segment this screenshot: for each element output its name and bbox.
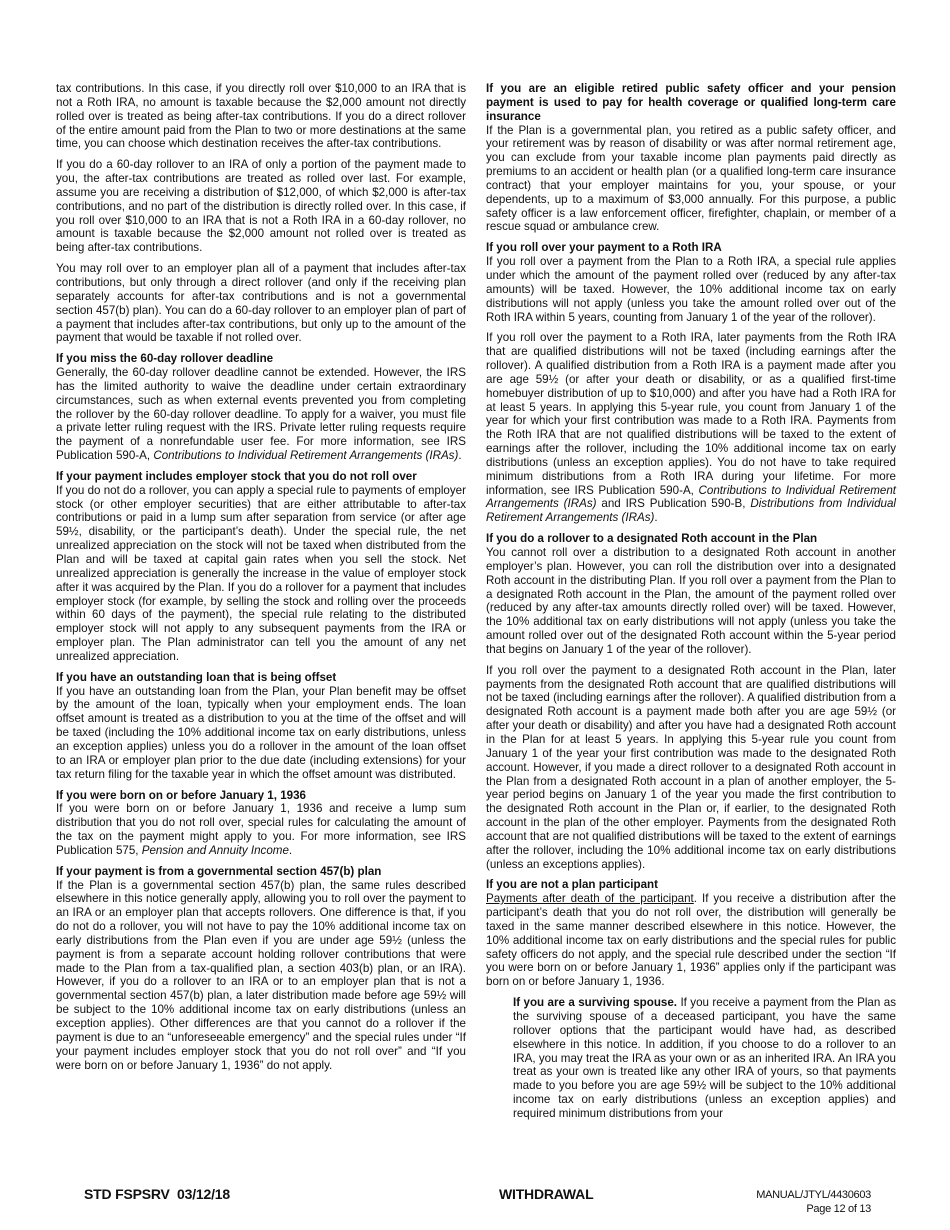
publication-title: Contributions to Individual Retirement Arrangements (IRAs) [486,483,896,511]
section-heading: If your payment includes employer stock that you do not roll over [56,469,417,483]
section-body: . If you receive a distribution after the participant’s death that you do not roll over, the distribution will generally be taxed in the same manner described elsewhere in this notice. However, the 10% additional income tax on early distributions and the special rules for public safety officers do not apply, and the special rule described under the section “If you were born on or before January 1, 1936” applies only if the participant was born on or before January 1, 1936. [486,892,897,989]
punctuation: . [288,843,293,857]
section-body: If the Plan is a governmental plan, you retired as a public safety officer, and your retirement was by reason of disability or was after normal retirement age, you can exclude from your taxable income plan payments paid directly as premiums to an accident or health plan (or a qualified long-term care insurance contract) that your employer maintains for you, your spouse, or your dependents, up to a maximum of $3,000 annually. For this purpose, a public safety officer is a law enforcement officer, firefighter, chaplain, or member of a rescue squad or ambulance crew. [486,123,896,234]
section-body: If you were born on or before January 1, 1936 and receive a lump sum distribution that you do not roll over, special rules for calculating the amount of the tax on the payment might apply to you. For more information, see IRS Publication 575, [56,802,466,857]
section-heading: If your payment is from a governmental section 457(b) plan [56,864,382,878]
section-loan-offset [56,671,466,782]
publication-title: Distributions from Individual Retirement Arrangements (IRAs) [486,497,896,525]
section-employer-stock [56,470,466,664]
section-body: You cannot roll over a distribution to a designated Roth account in another employer’s plan. However, you can roll the distribution over into a designated Roth account in the distributing Plan. If you roll over a payment from the Plan to a designated Roth account in the Plan, the amount of the payment rolled over (reduced by any after-tax amounts directly rolled over) will be taxed. However, the 10% additional tax on early distributions will not apply (unless you take the amount rolled over out of the designated Roth account within the 5-year period that begins on January 1 of the year of the rollover). [486,546,896,656]
right-column [486,82,896,1128]
paragraph: You may roll over to an employer plan all of a payment that includes after-tax contributions, but only through a direct rollover (and only if the receiving plan separately accounts for after-tax contributions and is not a governmental section 457(b) plan). You can do a 60-day rollover to an employer plan of part of a payment that includes after-tax contributions, but only up to the amount of the payment that would be taxable if not rolled over. [56,262,466,345]
left-column [56,82,466,1079]
section-heading: If you are not a plan participant [486,878,658,892]
section-body: and IRS Publication 590-B, [596,497,751,511]
section-heading: If you miss the 60-day rollover deadline [56,352,274,366]
section-not-plan-participant [486,878,896,989]
page-footer [0,1186,950,1226]
publication-title: Pension and Annuity Income [141,843,289,857]
section-body: If you have an outstanding loan from the Plan, your Plan benefit may be offset by the amount of the loan, typically when your employment ends. The loan offset amount is treated as a distribution to you at the time of the offset and will be taxed (including the 10% additional income tax on early distributions, unless an exception applies) unless you do a rollover in the amount of the loan offset to an IRA or employer plan prior to the due date (including extensions) for your tax return filing for the taxable year in which the offset amount was distributed. [56,684,466,781]
paragraph: If you roll over the payment to a designated Roth account in the Plan, later payments from the designated Roth account that are qualified distributions will not be taxed (including earnings after the rollover). A qualified distribution from a designated Roth account is a payment made both after you are age 59½ (or after your death or disability) and after you have had a designated Roth account in the Plan for at least 5 years. In applying this 5-year rule you count from January 1 of the year your first contribution was made to the designated Roth account. However, if you made a direct rollover to a designated Roth account in the Plan from a designated Roth account in a plan of another employer, the 5-year period begins on January 1 of the year you made the first contribution to the designated Roth account in the Plan or, if earlier, to the designated Roth account in the plan of the other employer. Payments from the designated Roth account that are not qualified distributions will be taxed to the extent of earnings after the rollover, including the 10% additional income tax on early distributions (unless an exceptions applies). [486,663,896,871]
section-body: If you roll over the payment to a Roth IRA, later payments from the Roth IRA that are qualified distributions will not be taxed (including earnings after the rollover). A qualified distribution from a Roth IRA is a payment made after you are age 59½ (or after your death or disability, or as a qualified first-time homebuyer distribution of up to $10,000) and after you have had a Roth IRA for at least 5 years. In applying this 5-year rule, you count from January 1 of the year for which your first contribution was made to a Roth IRA. Payments from the Roth IRA that are not qualified distributions will be taxed to the extent of earnings after the rollover, including the 10% additional income tax on early distributions (unless an exception applies). You do not have to take required minimum distributions from a Roth IRA during your lifetime. For more information, see IRS Publication 590-A, [486,331,896,497]
document-code: MANUAL/JTYL/4430603 [756,1189,871,1201]
section-body: Generally, the 60-day rollover deadline cannot be extended. However, the IRS has the limited authority to waive the deadline under certain extraordinary circumstances, such as when external events prevented you from completing the rollover by the 60-day rollover deadline. To apply for a waiver, you must file a private letter ruling request with the IRS. Private letter ruling requests require the payment of a nonrefundable user fee. For more information, see IRS Publication 590-A, [56,366,466,463]
section-body: If you do not do a rollover, you can apply a special rule to payments of employer stock (or other employer securities) that are either attributable to after-tax contributions or paid in a lump sum after separation from service (or after age 59½, disability, or the participant’s death). Under the special rule, the net unrealized appreciation on the stock will not be taxed when distributed from the Plan and will be taxed at capital gain rates when you sell the stock. Net unrealized appreciation is generally the increase in the value of employer stock after it was acquired by the Plan. If you do a rollover for a payment that includes employer stock (for example, by selling the stock and rolling over the proceeds within 60 days of the payment), the special rule relating to the distributed employer stock will not apply to any subsequent payments from the IRA or employer plan. The Plan administrator can tell you the amount of any net unrealized appreciation. [56,483,466,663]
punctuation: . [458,449,462,463]
footer-right [756,1188,871,1216]
section-governmental-457b [56,865,466,1073]
section-roth-ira [486,241,896,324]
punctuation: . [654,511,658,525]
document-title: WITHDRAWAL [499,1186,594,1202]
section-heading: If you are an eligible retired public safety officer and your pension payment is used to pay for health coverage or qualified long-term care insurance [486,82,896,123]
section-heading: If you were born on or before January 1, 1936 [56,788,306,802]
subheading-underlined: Payments after death of the participant [486,892,694,906]
section-heading: If you are a surviving spouse. [513,996,678,1010]
publication-title: Contributions to Individual Retirement Arrangements (IRAs) [153,449,459,463]
section-heading: If you roll over your payment to a Roth IRA [486,241,722,255]
section-surviving-spouse [513,996,896,1121]
section-rollover-deadline [56,352,466,463]
section-heading: If you have an outstanding loan that is being offset [56,670,337,684]
section-body: If the Plan is a governmental section 457(b) plan, the same rules described elsewhere in this notice generally apply, allowing you to roll over the payment to an IRA or an employer plan that accepts rollovers. One difference is that, if you do not do a rollover, you will not have to pay the 10% additional income tax on early distributions from the Plan even if you are under age 59½ (unless the payment is from a separate account holding rollover contributions that were made to the Plan from a tax-qualified plan, a section 403(b) plan, or an IRA). However, if you do a rollover to an IRA or to an employer plan that is not a governmental section 457(b) plan, a later distribution made before age 59½ will be subject to the 10% additional income tax on early distributions (unless an exception applies). Other differences are that you cannot do a rollover if the payment is due to an “unforeseeable emergency” and the special rules under “If your payment includes employer stock that you do not roll over” and “If you were born on or before January 1, 1936” do not apply. [56,878,466,1072]
form-id: STD FSPSRV 03/12/18 [84,1186,230,1202]
section-heading: If you do a rollover to a designated Roth account in the Plan [486,532,818,546]
section-designated-roth [486,532,896,657]
page-number: Page 12 of 13 [806,1203,871,1215]
paragraph: tax contributions. In this case, if you directly roll over $10,000 to an IRA that is not a Roth IRA, no amount is taxable because the $2,000 amount not directly rolled over is treated as being after-tax contributions. If you do a direct rollover of the entire amount paid from the Plan to two or more destinations at the same time, you can choose which destination receives the after-tax contributions. [56,82,466,151]
section-body: If you receive a payment from the Plan as the surviving spouse of a deceased participant, you have the same rollover options that the participant would have had, as described elsewhere in this notice. In addition, if you choose to do a rollover to an IRA, you may treat the IRA as your own or as an inherited IRA. An IRA you treat as your own is treated like any other IRA of yours, so that payments made to you before you are age 59½ will be subject to the 10% additional income tax on early distributions (unless an exception applies) and required minimum distributions from your [513,996,896,1120]
section-body: If you roll over a payment from the Plan to a Roth IRA, a special rule applies under which the amount of the payment rolled over (reduced by any after-tax amounts) will be taxed. However, the 10% additional income tax on early distributions will not apply (unless you take the amount rolled over out of the Roth IRA within 5 years, counting from January 1 of the year of the rollover). [486,255,896,324]
paragraph [486,331,896,525]
paragraph: If you do a 60-day rollover to an IRA of only a portion of the payment made to you, the after-tax contributions are treated as rolled over last. For example, assume you are receiving a distribution of $12,000, of which $2,000 is after-tax contributions, and no part of the distribution is directly rolled over. In this case, if you roll over $10,000 to an IRA that is not a Roth IRA in a 60-day rollover, no amount is taxable because the $2,000 amount not rolled over is treated as being after-tax contributions. [56,158,466,255]
section-public-safety-officer [486,82,896,234]
section-born-before-1936 [56,789,466,858]
